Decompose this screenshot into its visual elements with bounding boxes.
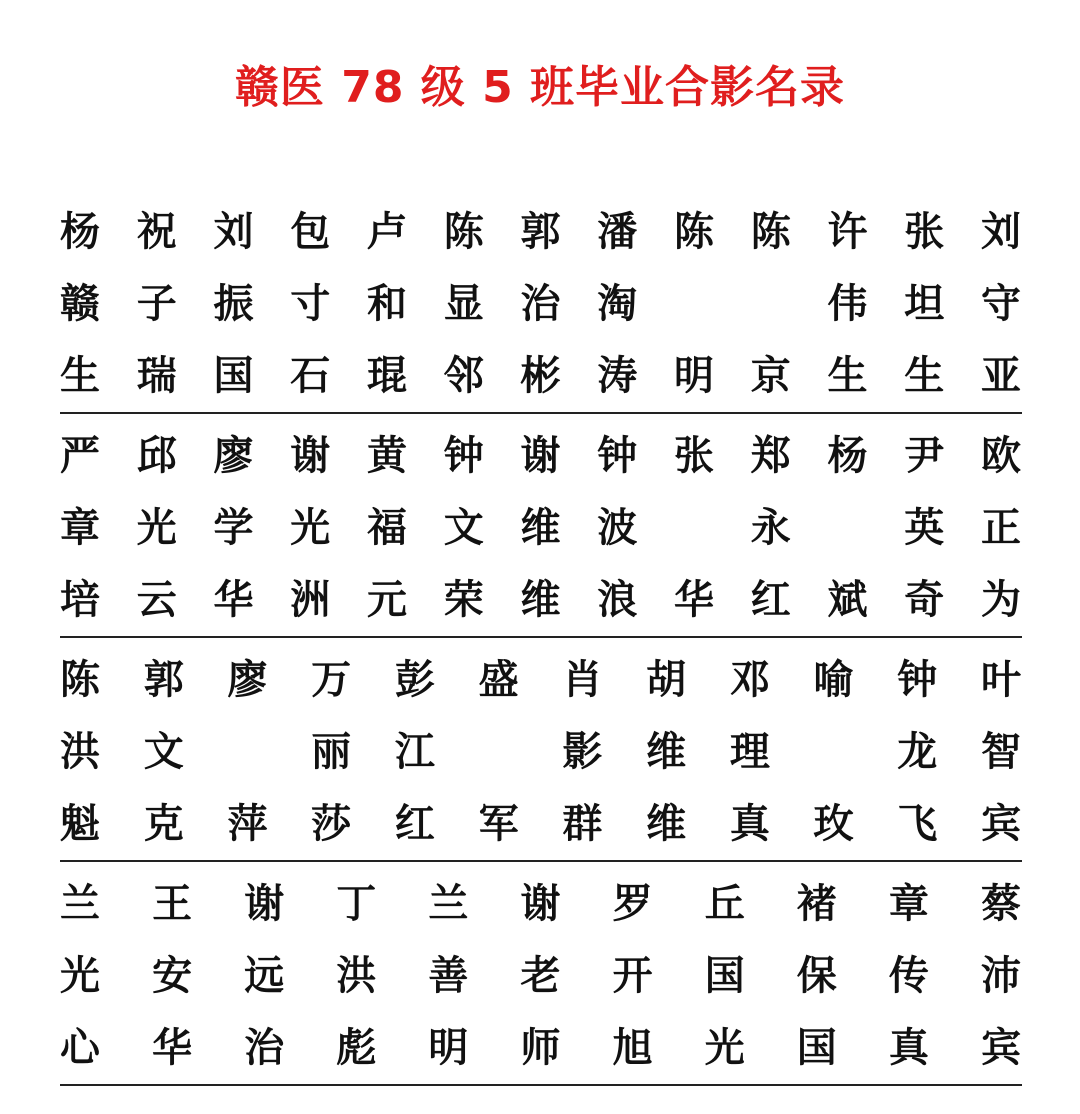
name-character: 张 [904,208,945,255]
name-character: 丁 [336,880,377,927]
name-character: 红 [750,576,791,623]
name-character: 淘 [597,280,638,327]
name-character: 玫 [813,800,854,847]
name-character: 王 [152,880,193,927]
name-character: 群 [562,800,603,847]
name-character: 军 [478,800,519,847]
name-character: 光 [290,504,331,551]
name-character: 章 [888,880,929,927]
name-character: 远 [244,952,285,999]
name-character: 生 [904,352,945,399]
name-character: 旭 [612,1024,653,1071]
name-character [469,716,529,788]
name-row [60,268,1022,340]
name-character: 斌 [827,576,868,623]
name-character: 胡 [646,656,687,703]
name-character: 杨 [60,208,100,255]
name-character: 郭 [520,208,561,255]
name-character: 克 [143,800,184,847]
name-character: 邱 [136,432,177,479]
name-row [60,420,1022,492]
name-character: 明 [674,352,714,399]
name-character: 沛 [981,952,1021,999]
name-character: 维 [646,800,687,847]
name-character: 安 [152,952,193,999]
name-character: 维 [520,504,561,551]
name-character: 守 [981,280,1021,327]
name-character: 章 [60,504,100,551]
name-character: 刘 [981,208,1021,255]
name-character: 福 [367,504,407,551]
name-character: 治 [244,1024,285,1071]
name-character: 开 [612,952,653,999]
name-character: 和 [367,280,407,327]
name-character: 陈 [443,208,484,255]
name-character: 华 [674,576,714,623]
name-character: 荣 [443,576,484,623]
name-roster [60,196,1022,1092]
name-character: 钟 [897,656,938,703]
name-character: 治 [520,280,561,327]
name-character: 为 [981,576,1021,623]
name-character [664,492,724,564]
name-row [60,564,1022,636]
name-character: 郑 [750,432,791,479]
name-character: 喻 [813,656,854,703]
name-row [60,492,1022,564]
name-character: 卢 [367,208,407,255]
name-character: 振 [213,280,254,327]
name-character: 兰 [60,880,100,927]
name-character: 许 [827,208,868,255]
name-row [60,644,1022,716]
name-character: 谢 [290,432,331,479]
name-character: 国 [796,1024,837,1071]
name-character: 奇 [904,576,945,623]
name-character: 文 [443,504,484,551]
name-character: 罗 [612,880,653,927]
name-character: 华 [213,576,254,623]
name-character: 蔡 [981,880,1021,927]
name-character [804,716,864,788]
name-character: 保 [796,952,837,999]
name-character: 洪 [60,728,100,775]
name-character: 洪 [336,952,377,999]
name-character: 英 [904,504,945,551]
name-character: 浪 [597,576,638,623]
name-character: 石 [290,352,331,399]
name-character: 维 [520,576,561,623]
name-character: 张 [674,432,714,479]
name-character: 叶 [981,656,1021,703]
name-character: 善 [428,952,469,999]
name-character: 光 [60,952,100,999]
name-character: 祝 [136,208,177,255]
name-group [60,196,1022,414]
name-character: 涛 [597,352,638,399]
name-character: 飞 [897,800,938,847]
name-character: 宾 [981,800,1021,847]
name-character: 魁 [60,800,100,847]
name-character: 谢 [520,880,561,927]
name-character: 萍 [227,800,268,847]
name-character [741,268,801,340]
name-character: 彬 [520,352,561,399]
name-character: 波 [597,504,638,551]
name-character: 谢 [244,880,285,927]
name-character: 肖 [562,656,603,703]
name-character: 包 [290,208,331,255]
name-character: 陈 [60,656,100,703]
name-character: 陈 [750,208,791,255]
name-character: 生 [60,352,100,399]
name-character: 学 [213,504,254,551]
name-character: 谢 [520,432,561,479]
name-character: 龙 [897,728,938,775]
name-character: 华 [152,1024,193,1071]
name-character: 邻 [443,352,484,399]
name-group [60,868,1022,1086]
name-row [60,788,1022,860]
name-character: 邓 [729,656,770,703]
name-character: 光 [704,1024,745,1071]
name-character: 红 [394,800,435,847]
page-title: 赣医 78 级 5 班毕业合影名录 [234,62,846,113]
name-character: 赣 [60,280,100,327]
name-row [60,940,1022,1012]
name-group [60,420,1022,638]
name-character: 万 [311,656,352,703]
name-character: 国 [213,352,254,399]
name-character: 理 [729,728,770,775]
name-character: 培 [60,576,100,623]
name-character: 严 [60,432,100,479]
name-character: 江 [394,728,435,775]
name-character: 潘 [597,208,638,255]
name-character: 智 [981,728,1021,775]
name-row [60,196,1022,268]
name-character: 云 [136,576,177,623]
name-character: 兰 [428,880,469,927]
name-character: 丘 [704,880,745,927]
name-character: 传 [888,952,929,999]
name-character: 亚 [981,352,1021,399]
name-character [664,268,724,340]
name-character: 盛 [478,656,519,703]
name-character: 莎 [311,800,352,847]
name-character: 廖 [213,432,254,479]
name-character: 廖 [227,656,268,703]
name-character: 显 [443,280,484,327]
name-character: 京 [750,352,791,399]
name-character: 老 [520,952,561,999]
name-character: 瑞 [136,352,177,399]
name-character: 光 [136,504,177,551]
name-character: 黄 [367,432,407,479]
name-character: 真 [888,1024,929,1071]
name-character: 尹 [904,432,945,479]
name-row [60,868,1022,940]
name-character: 钟 [597,432,638,479]
name-character: 影 [562,728,603,775]
name-character: 真 [729,800,770,847]
name-character: 褚 [796,880,837,927]
name-character: 杨 [827,432,868,479]
name-character: 文 [143,728,184,775]
name-character: 彭 [394,656,435,703]
name-row [60,716,1022,788]
name-character: 陈 [674,208,714,255]
name-group [60,644,1022,862]
name-character: 生 [827,352,868,399]
name-character: 维 [646,728,687,775]
name-row [60,1012,1022,1084]
name-character: 元 [367,576,407,623]
name-character: 寸 [290,280,331,327]
name-character: 子 [136,280,177,327]
name-character: 丽 [311,728,352,775]
name-character [818,492,878,564]
name-character: 伟 [827,280,868,327]
name-character: 永 [750,504,791,551]
name-character: 钟 [443,432,484,479]
name-character: 刘 [213,208,254,255]
name-character: 坦 [904,280,945,327]
name-character: 欧 [981,432,1021,479]
name-character: 琨 [367,352,407,399]
name-character: 国 [704,952,745,999]
name-character: 洲 [290,576,331,623]
name-character: 心 [60,1024,100,1071]
name-character: 彪 [336,1024,377,1071]
name-row [60,340,1022,412]
name-character: 正 [981,504,1021,551]
name-character [217,716,277,788]
name-character: 师 [520,1024,561,1071]
name-character: 郭 [143,656,184,703]
name-character: 宾 [981,1024,1021,1071]
name-character: 明 [428,1024,469,1071]
